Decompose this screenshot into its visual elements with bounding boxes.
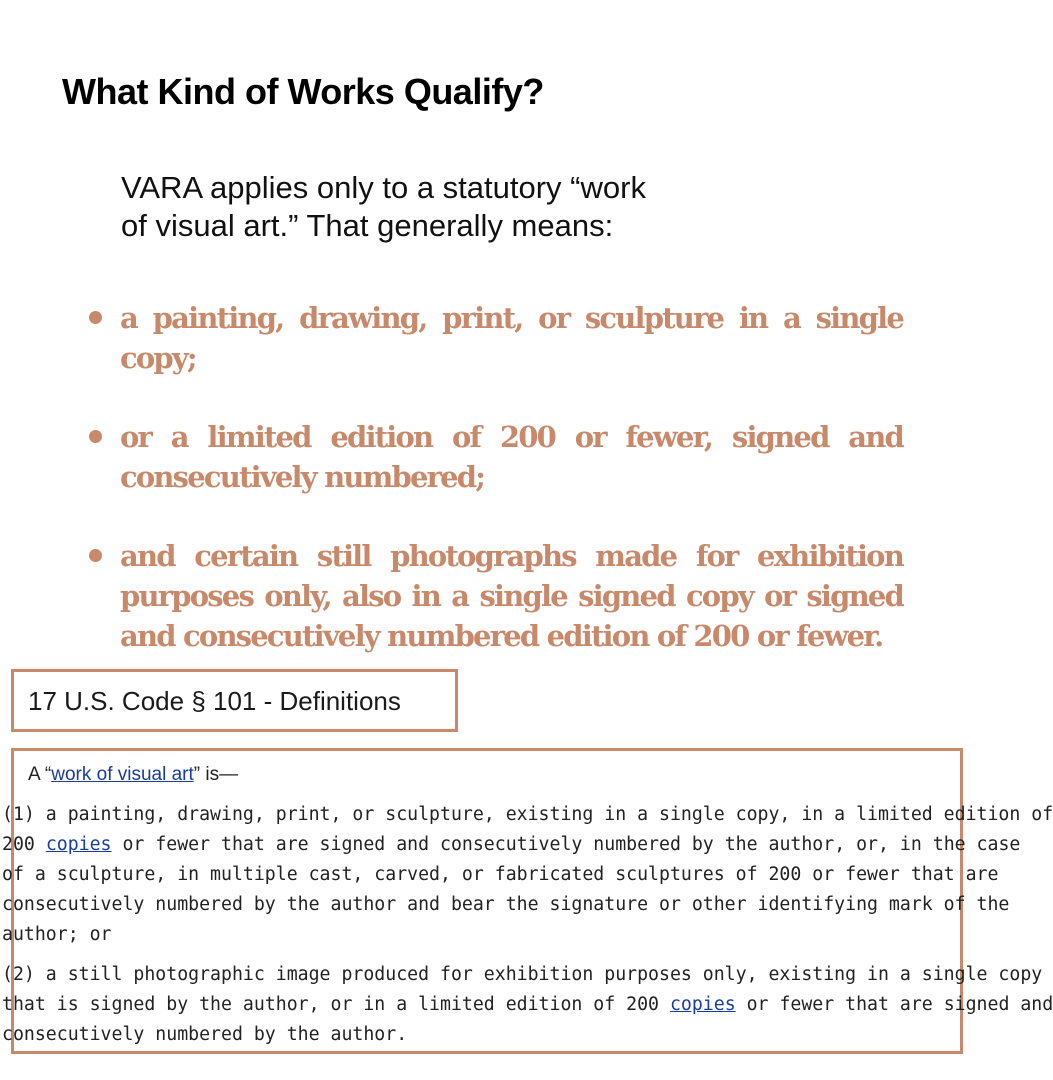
- work-of-visual-art-link[interactable]: work of visual art: [51, 764, 194, 785]
- definition-line: consecutively numbered by the author.: [2, 1024, 408, 1045]
- page-title: What Kind of Works Qualify?: [62, 71, 544, 112]
- definition-line: of a sculpture, in multiple cast, carved, or fabricated sculptures of 200 or fewer that are: [2, 864, 999, 885]
- list-item: [88, 417, 903, 497]
- definition-lead: [28, 763, 238, 787]
- code-title: 17 U.S. Code § 101 - Definitions: [28, 686, 401, 716]
- definition-lead-suffix: ” is—: [193, 764, 239, 785]
- list-item: [88, 536, 903, 656]
- bullet-dot-icon: [89, 311, 102, 324]
- definition-line-suffix: or fewer that are signed and consecutively numbered by the author, or, in the case: [111, 834, 1021, 855]
- list-item: [88, 298, 903, 378]
- bullet-dot-icon: [89, 430, 102, 443]
- definition-line-prefix: 200: [2, 834, 46, 855]
- list-item-text: or a limited edition of 200 or fewer, signed and consecutively numbered;: [120, 420, 903, 494]
- definition-box: [2, 748, 1053, 1054]
- bullet-dot-icon: [89, 549, 102, 562]
- definition-lead-prefix: A “: [28, 764, 52, 785]
- definition-line: (2) a still photographic image produced for exhibition purposes only, existing in a single copy: [2, 964, 1043, 985]
- copies-link[interactable]: copies: [45, 834, 112, 855]
- code-title-box: [11, 669, 458, 732]
- definition-paragraph-2: [2, 960, 1053, 1050]
- intro-text: [121, 169, 761, 245]
- definition-line: (1) a painting, drawing, print, or sculpture, existing in a single copy, in a limited edition of: [2, 804, 1053, 825]
- intro-line-1: VARA applies only to a statutory “work: [121, 170, 646, 205]
- qualifying-works-list: [88, 298, 903, 656]
- intro-line-2: of visual art.” That generally means:: [121, 208, 614, 243]
- list-item-text: and certain still photographs made for exhibition purposes only, also in a single signed copy or signed and consecutively numbered edition of 200 or fewer.: [120, 539, 903, 653]
- list-item-text: a painting, drawing, print, or sculpture in a single copy;: [120, 301, 903, 375]
- definition-line-suffix: or fewer that are signed and: [735, 994, 1053, 1015]
- definition-line-prefix: that is signed by the author, or in a limited edition of 200: [2, 994, 670, 1015]
- definition-paragraph-1: [2, 800, 1053, 950]
- definition-line: consecutively numbered by the author and bear the signature or other identifying mark of the: [2, 894, 1010, 915]
- copies-link[interactable]: copies: [669, 994, 736, 1015]
- definition-line: author; or: [2, 924, 112, 945]
